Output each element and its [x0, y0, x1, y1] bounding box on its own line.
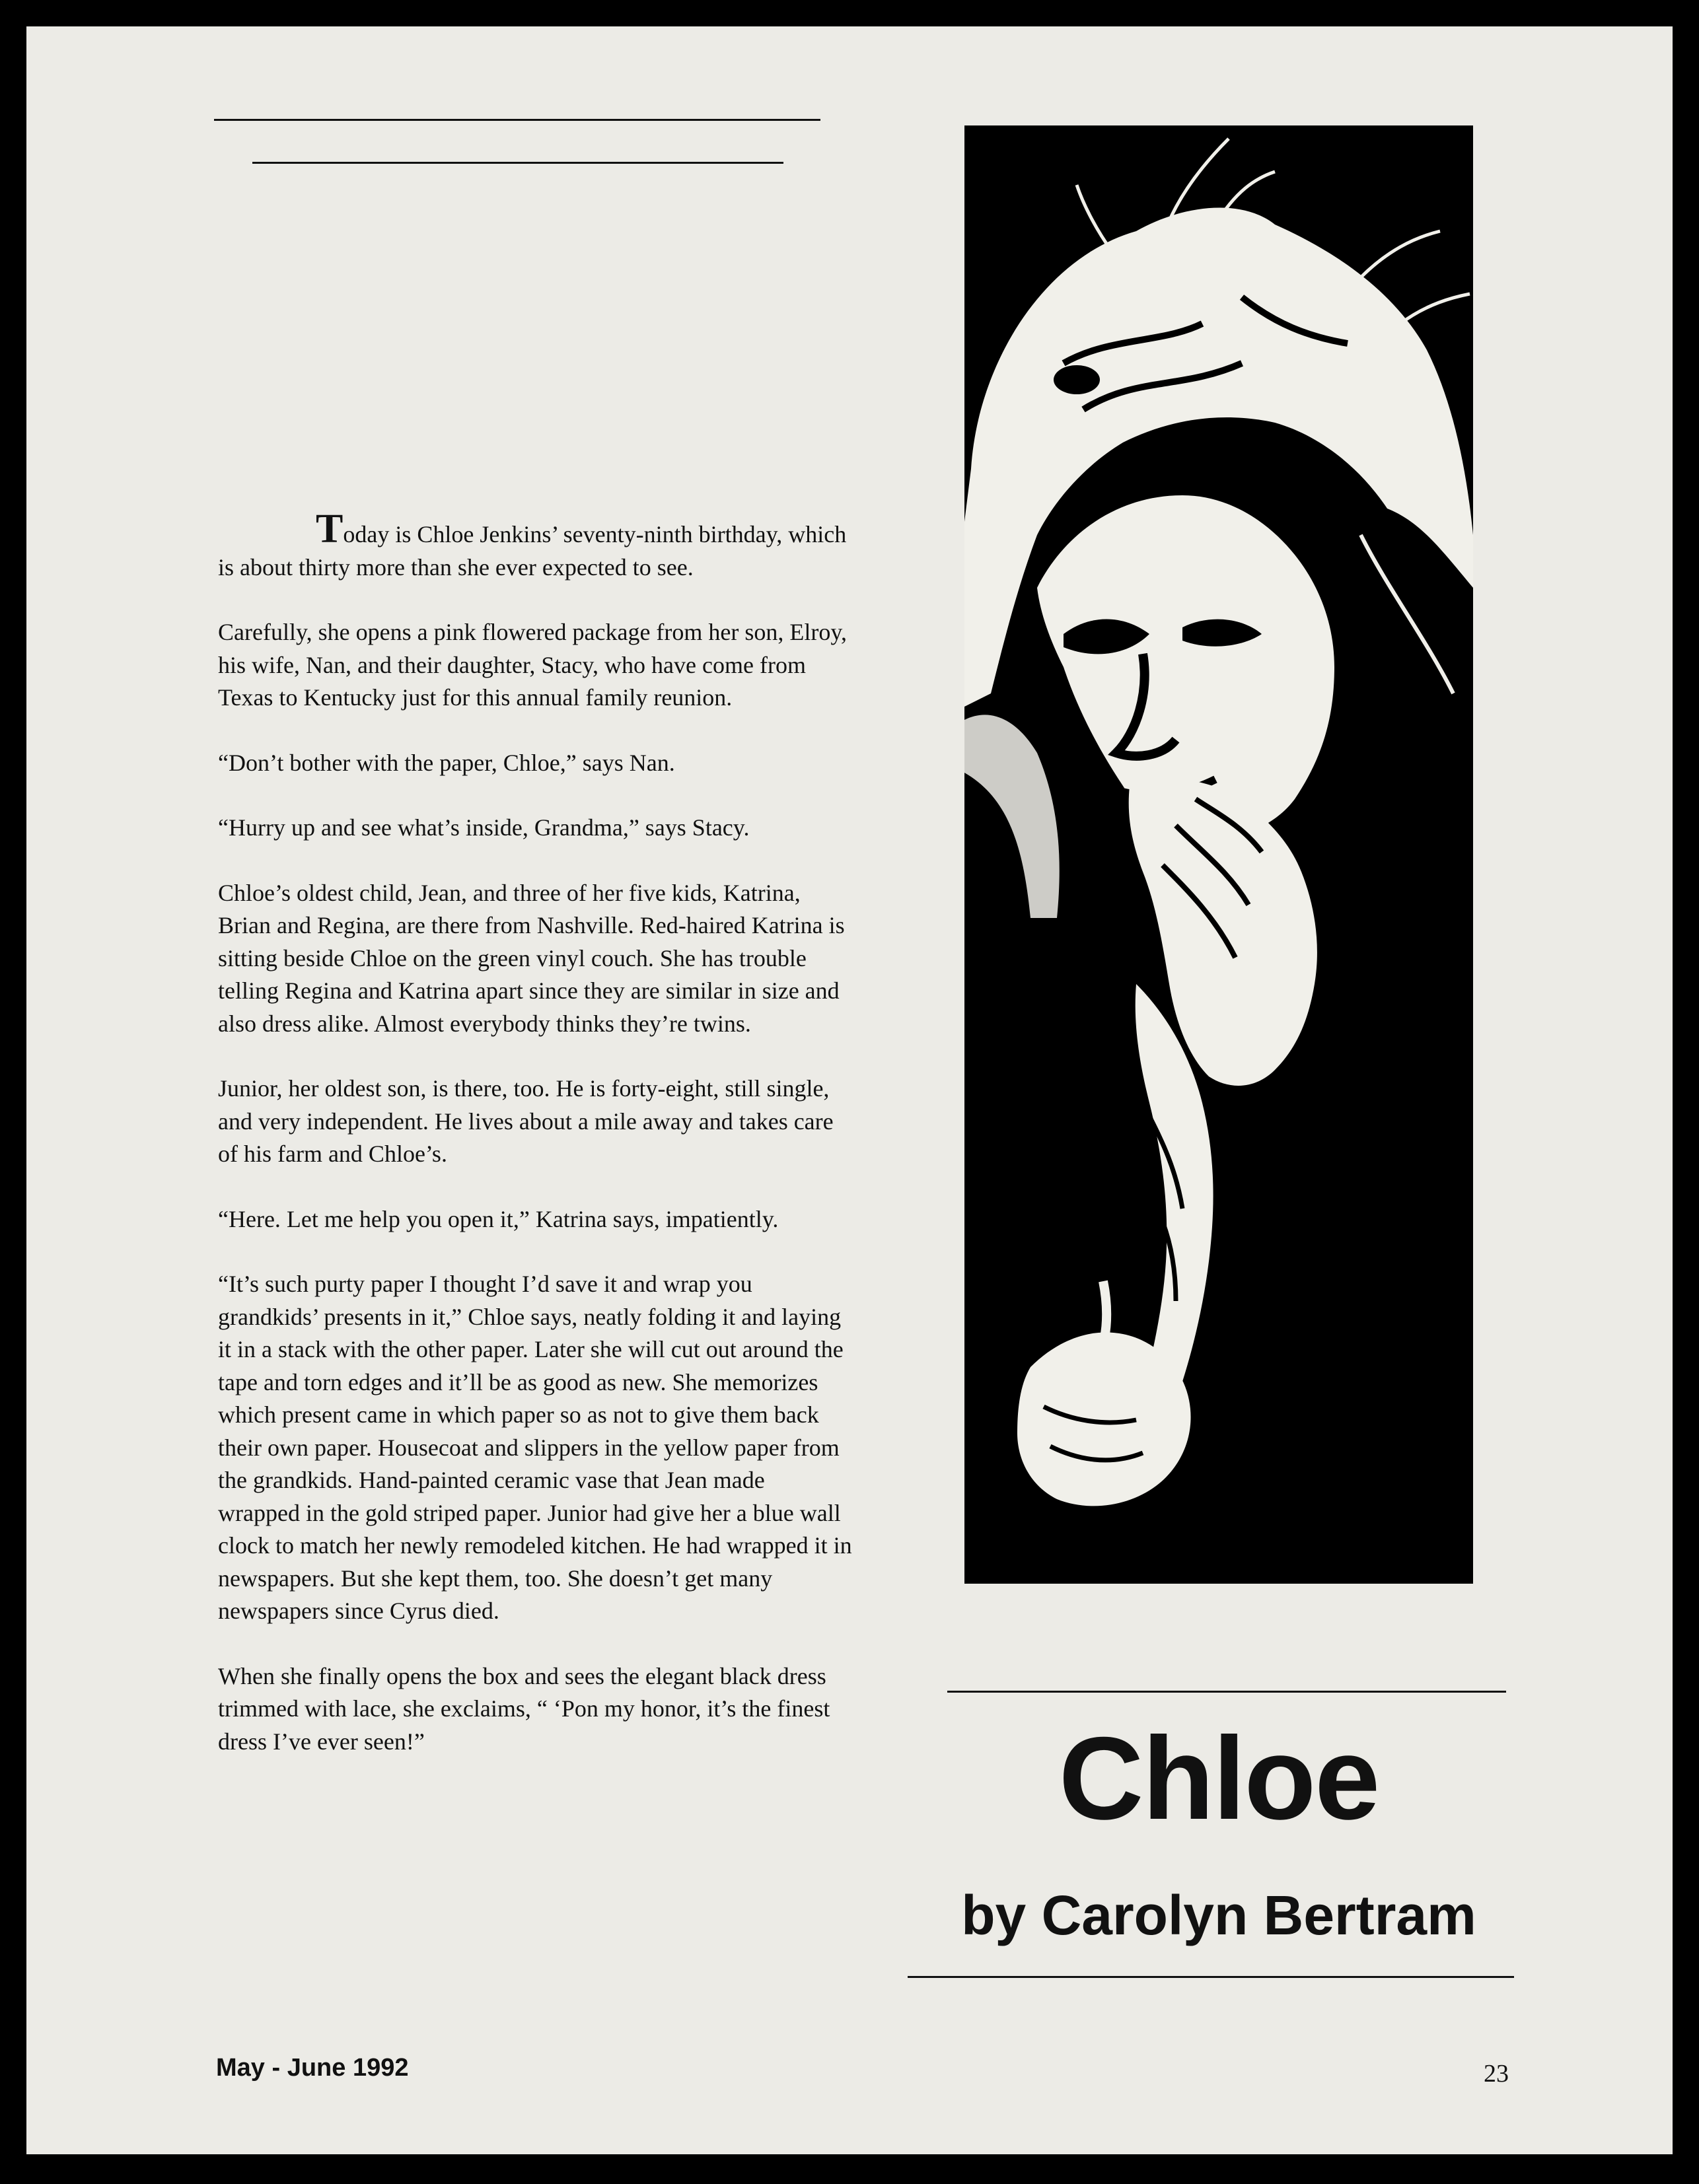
article-body [218, 509, 852, 1790]
title-rule-top [947, 1691, 1506, 1693]
top-rule-short [252, 162, 783, 164]
top-rule-long [214, 119, 820, 121]
issue-date: May - June 1992 [216, 2054, 409, 2082]
article-title: Chloe [1058, 1712, 1379, 1844]
portrait-illustration [964, 125, 1473, 1584]
article-paragraph: “Don’t bother with the paper, Chloe,” says Nan. [218, 749, 675, 776]
article-paragraph: Chloe’s oldest child, Jean, and three of her five kids, Katrina, Brian and Regina, are there from Nashville. Red-haired Katrina is sitting beside Chloe on the green vinyl couch. She has trouble telling Regina and Katrina apart since they are similar in size and also dress alike. Almost everybody thinks they’re twins. [218, 879, 845, 1037]
title-rule-bottom [908, 1976, 1514, 1978]
article-paragraph: “Here. Let me help you open it,” Katrina says, impatiently. [218, 1205, 779, 1232]
article-paragraph: Carefully, she opens a pink flowered package from her son, Elroy, his wife, Nan, and their daughter, Stacy, who have come from Texas to Kentucky just for this annual family reunion. [218, 619, 848, 711]
article-paragraph: Junior, her oldest son, is there, too. He is forty-eight, still single, and very independent. He lives about a mile away and takes care of his farm and Chloe’s. [218, 1075, 834, 1167]
page-number: 23 [1484, 2060, 1509, 2088]
magazine-page [26, 26, 1673, 2154]
portrait-photo [964, 125, 1473, 1584]
article-paragraph: When she finally opens the box and sees the elegant black dress trimmed with lace, she exclaims, “ ‘Pon my honor, it’s the finest dress I’ve ever seen!” [218, 1662, 830, 1755]
article-paragraph: “It’s such purty paper I thought I’d save it and wrap you grandkids’ presents in it,” Chloe says, neatly folding it and laying it in a stack with the other paper. Later she will cut out around the tape and torn edges and it’ll be as good as new. She memorizes which present came in which paper so as not to give them back their own paper. Housecoat and slippers in the yellow paper from the grandkids. Hand-painted ceramic vase that Jean made wrapped in the gold striped paper. Junior had give her a blue wall clock to match her newly remodeled kitchen. He had wrapped it in newspapers. But she kept them, too. She doesn’t get many newspapers since Cyrus died. [218, 1271, 852, 1624]
article-paragraph: “Hurry up and see what’s inside, Grandma,” says Stacy. [218, 814, 750, 841]
drop-cap: T [316, 507, 343, 551]
article-byline: by Carolyn Bertram [961, 1884, 1476, 1946]
article-paragraph: Today is Chloe Jenkins’ seventy-ninth birthday, which is about thirty more than she ever expected to see. [218, 507, 847, 581]
